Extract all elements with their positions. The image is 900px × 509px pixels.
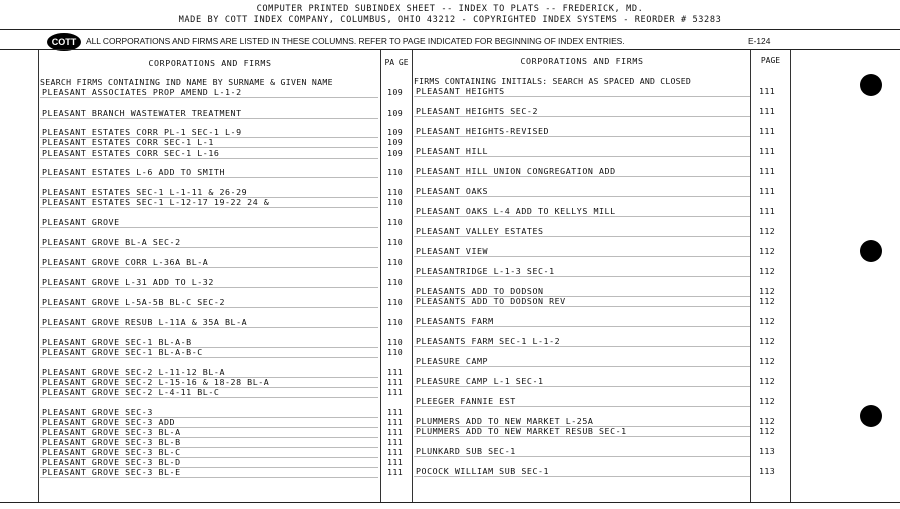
entry-name: PLEASANTS FARM [416, 316, 494, 326]
entry-name: PLEASANTRIDGE L-1-3 SEC-1 [416, 266, 555, 276]
row-rule [40, 118, 378, 119]
entry-name: PLEASANT GROVE SEC-1 BL-A-B [42, 337, 192, 347]
notice-text: ALL CORPORATIONS AND FIRMS ARE LISTED IN THESE COLUMNS. REFER TO PAGE INDICATED FOR BEGINNING OF INDEX ENTRIES. [86, 36, 625, 46]
row-rule [414, 436, 750, 437]
row-rule [414, 406, 750, 407]
entry-name: PLEASANT ESTATES CORR PL-1 SEC-1 L-9 [42, 127, 242, 137]
row-rule [414, 156, 750, 157]
row-rule [40, 327, 378, 328]
entry-page: 113 [759, 466, 776, 476]
entry-name: PLEASANT GROVE SEC-3 BL-D [42, 457, 181, 467]
entry-page: 110 [387, 257, 404, 267]
row-rule [40, 247, 378, 248]
entry-page: 112 [759, 356, 776, 366]
entry-page: 112 [759, 226, 776, 236]
header-title: COMPUTER PRINTED SUBINDEX SHEET -- INDEX TO PLATS -- FREDERICK, MD. [256, 4, 644, 14]
entry-page: 111 [759, 166, 776, 176]
binder-hole [860, 74, 882, 96]
row-rule [414, 236, 750, 237]
left-column-title: CORPORATIONS AND FIRMS [148, 58, 272, 68]
entry-page: 110 [387, 167, 404, 177]
row-rule [40, 227, 378, 228]
entry-name: PLEASANT GROVE BL-A SEC-2 [42, 237, 181, 247]
entry-name: PLEASANT GROVE RESUB L-11A & 35A BL-A [42, 317, 248, 327]
entry-name: PLEASANT GROVE SEC-3 BL-C [42, 447, 181, 457]
row-rule [414, 176, 750, 177]
entry-name: PLEASANT ESTATES SEC-1 L-12-17 19-22 24 & [42, 197, 270, 207]
bottom-rule [0, 502, 900, 503]
entry-name: PLEASANTS FARM SEC-1 L-1-2 [416, 336, 561, 346]
entry-name: POCOCK WILLIAM SUB SEC-1 [416, 466, 550, 476]
entry-name: PLEASANT HILL UNION CONGREGATION ADD [416, 166, 616, 176]
left-column-subtitle: SEARCH FIRMS CONTAINING IND NAME BY SURNAME & GIVEN NAME [40, 77, 333, 87]
entry-name: PLEASANT BRANCH WASTEWATER TREATMENT [42, 108, 242, 118]
entry-page: 113 [759, 446, 776, 456]
entry-page: 111 [387, 427, 404, 437]
entry-name: PLEASURE CAMP [416, 356, 489, 366]
entry-page: 112 [759, 296, 776, 306]
entry-name: PLEASANT HEIGHTS SEC-2 [416, 106, 538, 116]
entry-name: PLEASANT ESTATES CORR SEC-1 L-1 [42, 137, 214, 147]
row-rule [414, 256, 750, 257]
entry-page: 109 [387, 108, 404, 118]
entry-page: 112 [759, 416, 776, 426]
row-rule [40, 357, 378, 358]
entry-name: PLEASANT ESTATES L-6 ADD TO SMITH [42, 167, 225, 177]
entry-name: PLEASANT GROVE L-31 ADD TO L-32 [42, 277, 214, 287]
entry-page: 109 [387, 137, 404, 147]
entry-name: PLEASANT GROVE SEC-2 L-4-11 BL-C [42, 387, 220, 397]
entry-page: 111 [759, 86, 776, 96]
entry-page: 110 [387, 187, 404, 197]
entry-page: 111 [387, 457, 404, 467]
entry-name: PLEASANT GROVE SEC-2 L-15-16 & 18-28 BL-A [42, 377, 270, 387]
entry-page: 111 [387, 467, 404, 477]
entry-name: PLEASANT GROVE CORR L-36A BL-A [42, 257, 209, 267]
column-line [380, 50, 381, 502]
entry-page: 109 [387, 127, 404, 137]
row-rule [414, 366, 750, 367]
entry-name: PLEASANT HILL [416, 146, 489, 156]
entry-name: PLEEGER FANNIE EST [416, 396, 516, 406]
row-rule [414, 326, 750, 327]
row-rule [414, 276, 750, 277]
row-rule [414, 136, 750, 137]
entry-name: PLEASANT GROVE SEC-2 L-11-12 BL-A [42, 367, 225, 377]
row-rule [40, 97, 378, 98]
entry-name: PLEASANT OAKS [416, 186, 489, 196]
row-rule [40, 158, 378, 159]
right-column-title: CORPORATIONS AND FIRMS [520, 56, 644, 66]
entry-name: PLEASANT GROVE SEC-3 ADD [42, 417, 176, 427]
entry-page: 111 [759, 206, 776, 216]
row-rule [414, 306, 750, 307]
binder-hole [860, 240, 882, 262]
left-page-header: PA GE [384, 58, 409, 67]
entry-name: PLUMMERS ADD TO NEW MARKET RESUB SEC-1 [416, 426, 627, 436]
entry-page: 112 [759, 316, 776, 326]
entry-page: 109 [387, 148, 404, 158]
entry-name: PLEASANT GROVE L-5A-5B BL-C SEC-2 [42, 297, 225, 307]
entry-page: 111 [387, 377, 404, 387]
entry-page: 110 [387, 277, 404, 287]
entry-name: PLEASANT GROVE SEC-3 BL-B [42, 437, 181, 447]
column-line [790, 50, 791, 502]
row-rule [40, 177, 378, 178]
entry-page: 111 [759, 126, 776, 136]
entry-page: 112 [759, 376, 776, 386]
entry-page: 110 [387, 317, 404, 327]
entry-page: 112 [759, 336, 776, 346]
entry-page: 111 [387, 447, 404, 457]
binder-hole [860, 405, 882, 427]
row-rule [414, 456, 750, 457]
row-rule [40, 287, 378, 288]
entry-page: 109 [387, 87, 404, 97]
entry-name: PLEASURE CAMP L-1 SEC-1 [416, 376, 544, 386]
entry-name: PLEASANT GROVE SEC-3 BL-A [42, 427, 181, 437]
row-rule [40, 207, 378, 208]
row-rule [40, 267, 378, 268]
column-line [750, 50, 751, 502]
entry-name: PLEASANT GROVE SEC-3 [42, 407, 153, 417]
entry-page: 111 [759, 106, 776, 116]
entry-name: PLUNKARD SUB SEC-1 [416, 446, 516, 456]
entry-name: PLEASANT VALLEY ESTATES [416, 226, 544, 236]
row-rule [414, 476, 750, 477]
entry-page: 110 [387, 337, 404, 347]
cott-logo-text: COTT [51, 37, 77, 47]
entry-page: 111 [759, 186, 776, 196]
header-publisher: MADE BY COTT INDEX COMPANY, COLUMBUS, OHIO 43212 - COPYRIGHTED INDEX SYSTEMS - REORDER # 53283 [178, 15, 722, 25]
row-rule [414, 346, 750, 347]
row-rule [40, 307, 378, 308]
entry-page: 110 [387, 197, 404, 207]
row-rule [414, 96, 750, 97]
entry-page: 112 [759, 246, 776, 256]
entry-page: 111 [387, 417, 404, 427]
entry-page: 112 [759, 266, 776, 276]
entry-page: 111 [387, 407, 404, 417]
entry-page: 110 [387, 347, 404, 357]
entry-name: PLEASANT HEIGHTS-REVISED [416, 126, 550, 136]
entry-name: PLEASANT GROVE [42, 217, 120, 227]
entry-name: PLEASANTS ADD TO DODSON [416, 286, 544, 296]
row-rule [414, 386, 750, 387]
entry-name: PLEASANT HEIGHTS [416, 86, 505, 96]
entry-name: PLEASANT GROVE SEC-3 BL-E [42, 467, 181, 477]
entry-page: 111 [759, 146, 776, 156]
entry-page: 111 [387, 387, 404, 397]
entry-name: PLEASANT ESTATES SEC-1 L-1-11 & 26-29 [42, 187, 248, 197]
right-page-header: PAGE [760, 56, 781, 65]
column-line [38, 50, 39, 502]
entry-name: PLEASANT ESTATES CORR SEC-1 L-16 [42, 148, 220, 158]
entry-name: PLEASANT GROVE SEC-1 BL-A-B-C [42, 347, 203, 357]
entry-name: PLEASANT ASSOCIATES PROP AMEND L-1-2 [42, 87, 242, 97]
row-rule [40, 477, 378, 478]
header-rule [0, 29, 900, 30]
entry-page: 111 [387, 367, 404, 377]
entry-name: PLEASANT VIEW [416, 246, 489, 256]
entry-page: 110 [387, 297, 404, 307]
entry-page: 110 [387, 217, 404, 227]
row-rule [414, 116, 750, 117]
right-column-subtitle: FIRMS CONTAINING INITIALS: SEARCH AS SPACED AND CLOSED [414, 76, 691, 86]
notice-rule [0, 49, 900, 50]
entry-name: PLEASANTS ADD TO DODSON REV [416, 296, 566, 306]
row-rule [414, 216, 750, 217]
entry-page: 112 [759, 426, 776, 436]
row-rule [414, 196, 750, 197]
entry-name: PLEASANT OAKS L-4 ADD TO KELLYS MILL [416, 206, 616, 216]
entry-name: PLUMMERS ADD TO NEW MARKET L-25A [416, 416, 594, 426]
entry-page: 112 [759, 286, 776, 296]
entry-page: 111 [387, 437, 404, 447]
column-line [412, 50, 413, 502]
entry-page: 110 [387, 237, 404, 247]
entry-page: 112 [759, 396, 776, 406]
sheet-code: E-124 [748, 36, 771, 46]
row-rule [40, 397, 378, 398]
